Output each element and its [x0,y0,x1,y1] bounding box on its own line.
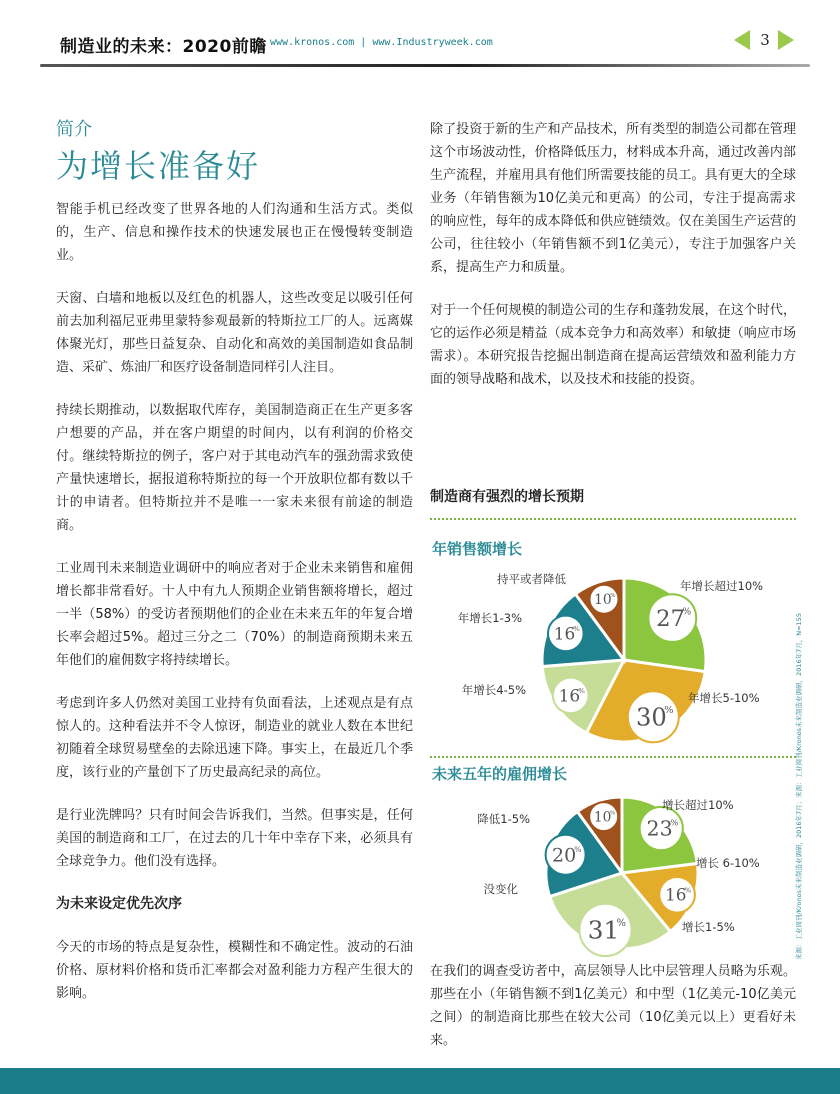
data-label-unit: % [682,607,692,618]
hiring-chart-title: 未来五年的雇佣增长 [432,765,568,783]
chart-caption: 在我们的调查受访者中，高层领导人比中层管理人员略为乐观。那些在小（年销售额不到1亿美元）和中型（1亿美元-10亿美元之间）的制造商比那些在较大公司（10亿美元以上）更看好未来。 [430,964,796,1048]
slice-label: 降低1-5% [477,812,530,826]
slice-label: 年增长4-5% [461,683,526,697]
slice-label: 增长 6-10% [696,856,760,870]
data-label: 16 [553,623,576,644]
section-kicker: 简介 [56,119,92,140]
data-label-unit: % [684,886,692,895]
slice-label: 增长超过10% [662,798,734,812]
paragraph: 除了投资于新的生产和产品技术，所有类型的制造公司都在管理这个市场波动性，价格降低压力，材料成本升高，通过改善内部生产流程，并雇用具有他们所需要技能的员工。具有更大的全球业务（年销售额为10亿美元和更高）的公司，专注于提高需求的响应性，每年的成本降低和供应链绩效。仅在美国生产运营的公司，往往较小（年销售额不到1亿美元），专注于加强客户关系，提高生产力和质量。 [430,122,796,275]
source-note [795,580,827,960]
paragraph: 今天的市场的特点是复杂性，模糊性和不确定性。波动的石油价格、原材料价格和货币汇率都会对盈利能力方程产生很大的影响。 [56,940,413,1001]
paragraph: 持续长期推动，以数据取代库存，美国制造商正在生产更多客户想要的产品，并在客户期望的时间内，以有利润的价格交付。继续特斯拉的例子，客户对于其电动汽车的强劲需求致使产量快速增长，据报道称特斯拉的每一个开放职位都有数以千计的申请者。但特斯拉并不是唯一一家未来很有前途的制造商。 [56,403,413,533]
header-divider [40,64,810,67]
section-heading: 为未来设定优先次序 [56,896,182,912]
footer-bar [0,1068,840,1094]
paragraph: 是行业洗牌吗？只有时间会告诉我们，当然。但事实是，任何美国的制造商和工厂，在过去的几十年中幸存下来，必须具有全球竞争力。他们没有选择。 [56,808,413,869]
slice-label: 增长1-5% [682,920,735,934]
data-label: 30 [636,703,667,732]
slice-label: 年增长超过10% [680,579,764,593]
growth-box-title: 制造商有强烈的增长预期 [430,489,584,505]
right-column [430,118,796,411]
dotted-divider [430,756,796,758]
previous-page-arrow-icon[interactable] [734,30,750,50]
data-label: 20 [552,844,577,867]
slice-label: 没变化 [483,882,518,896]
page-header [0,0,840,90]
paragraph: 天窗、白墙和地板以及红色的机器人，这些改变足以吸引任何前去加利福尼亚弗里蒙特参观最新的特斯拉工厂的人。远离媒体聚光灯，那些日益复杂、自动化和高效的美国制造如食品制造、采矿、炼油厂和医疗设备制造同样引人注目。 [56,291,413,375]
data-label-unit: % [573,624,580,633]
data-label: 16 [665,884,687,905]
slice-label: 年增长1-3% [457,611,522,625]
data-label-unit: % [664,705,674,717]
data-label-unit: % [574,844,582,854]
paragraph: 对于一个任何规模的制造公司的生存和蓬勃发展，在这个时代，它的运作必须是精益（成本竞争力和高效率）和敏捷（响应市场需求）。本研究报告挖掘出制造商在提高运营绩效和盈利能力方面的领导战略和战术，以及技术和技能的投资。 [430,303,796,387]
left-column [56,118,413,1025]
data-label-unit: % [609,810,616,817]
paragraph: 考虑到许多人仍然对美国工业持有负面看法，上述观点是有点惊人的。这种看法并不令人惊讶，制造业的就业人数在本世纪初随着全球贸易壁垒的去除迅速下降。事实上，在最近几个季度，该行业的产量创下了历史最高纪录的高位。 [56,696,413,780]
page-number: 3 [760,31,770,49]
data-label: 27 [656,606,685,632]
data-label-unit: % [610,593,616,600]
data-label-unit: % [616,918,626,930]
source-note-text: 来源：工业周刊/Kronos未来制造业调研，2016年7月；来源：工业周刊/Kronos未来制造业调研，2016年7月，N=155 [795,613,803,960]
dotted-divider [430,518,796,520]
data-label: 10 [593,809,612,826]
document-title: 制造业的未来：2020前瞻 [60,37,267,57]
page-navigator [734,30,794,50]
page-headline: 为增长准备好 [56,147,261,185]
slice-label: 持平或者降低 [497,572,566,586]
data-label: 16 [558,685,581,706]
data-label: 23 [646,816,673,841]
data-label-unit: % [670,817,679,828]
slice-label: 年增长5-10% [688,691,760,705]
paragraph: 智能手机已经改变了世界各地的人们沟通和生活方式。类似的，生产、信息和操作技术的快速发展也正在慢慢转变制造业。 [56,202,413,263]
sales-growth-pie-chart [430,560,796,760]
paragraph: 工业周刊未来制造业调研中的响应者对于企业未来销售和雇佣增长都非常看好。十人中有九人预期企业销售额将增长，超过一半（58%）的受访者预期他们的企业在未来五年的年复合增长率会超过5%。超过三分之二（70%）的制造商预期未来五年他们的雇佣数字将持续增长。 [56,561,413,668]
data-label-unit: % [578,686,585,695]
hiring-growth-pie-chart [430,785,796,960]
sales-chart-title: 年销售额增长 [432,540,523,558]
header-links[interactable]: www.kronos.com | www.Industryweek.com [270,37,493,48]
data-label: 10 [594,592,612,609]
data-label: 31 [587,915,620,945]
next-page-arrow-icon[interactable] [778,30,794,50]
